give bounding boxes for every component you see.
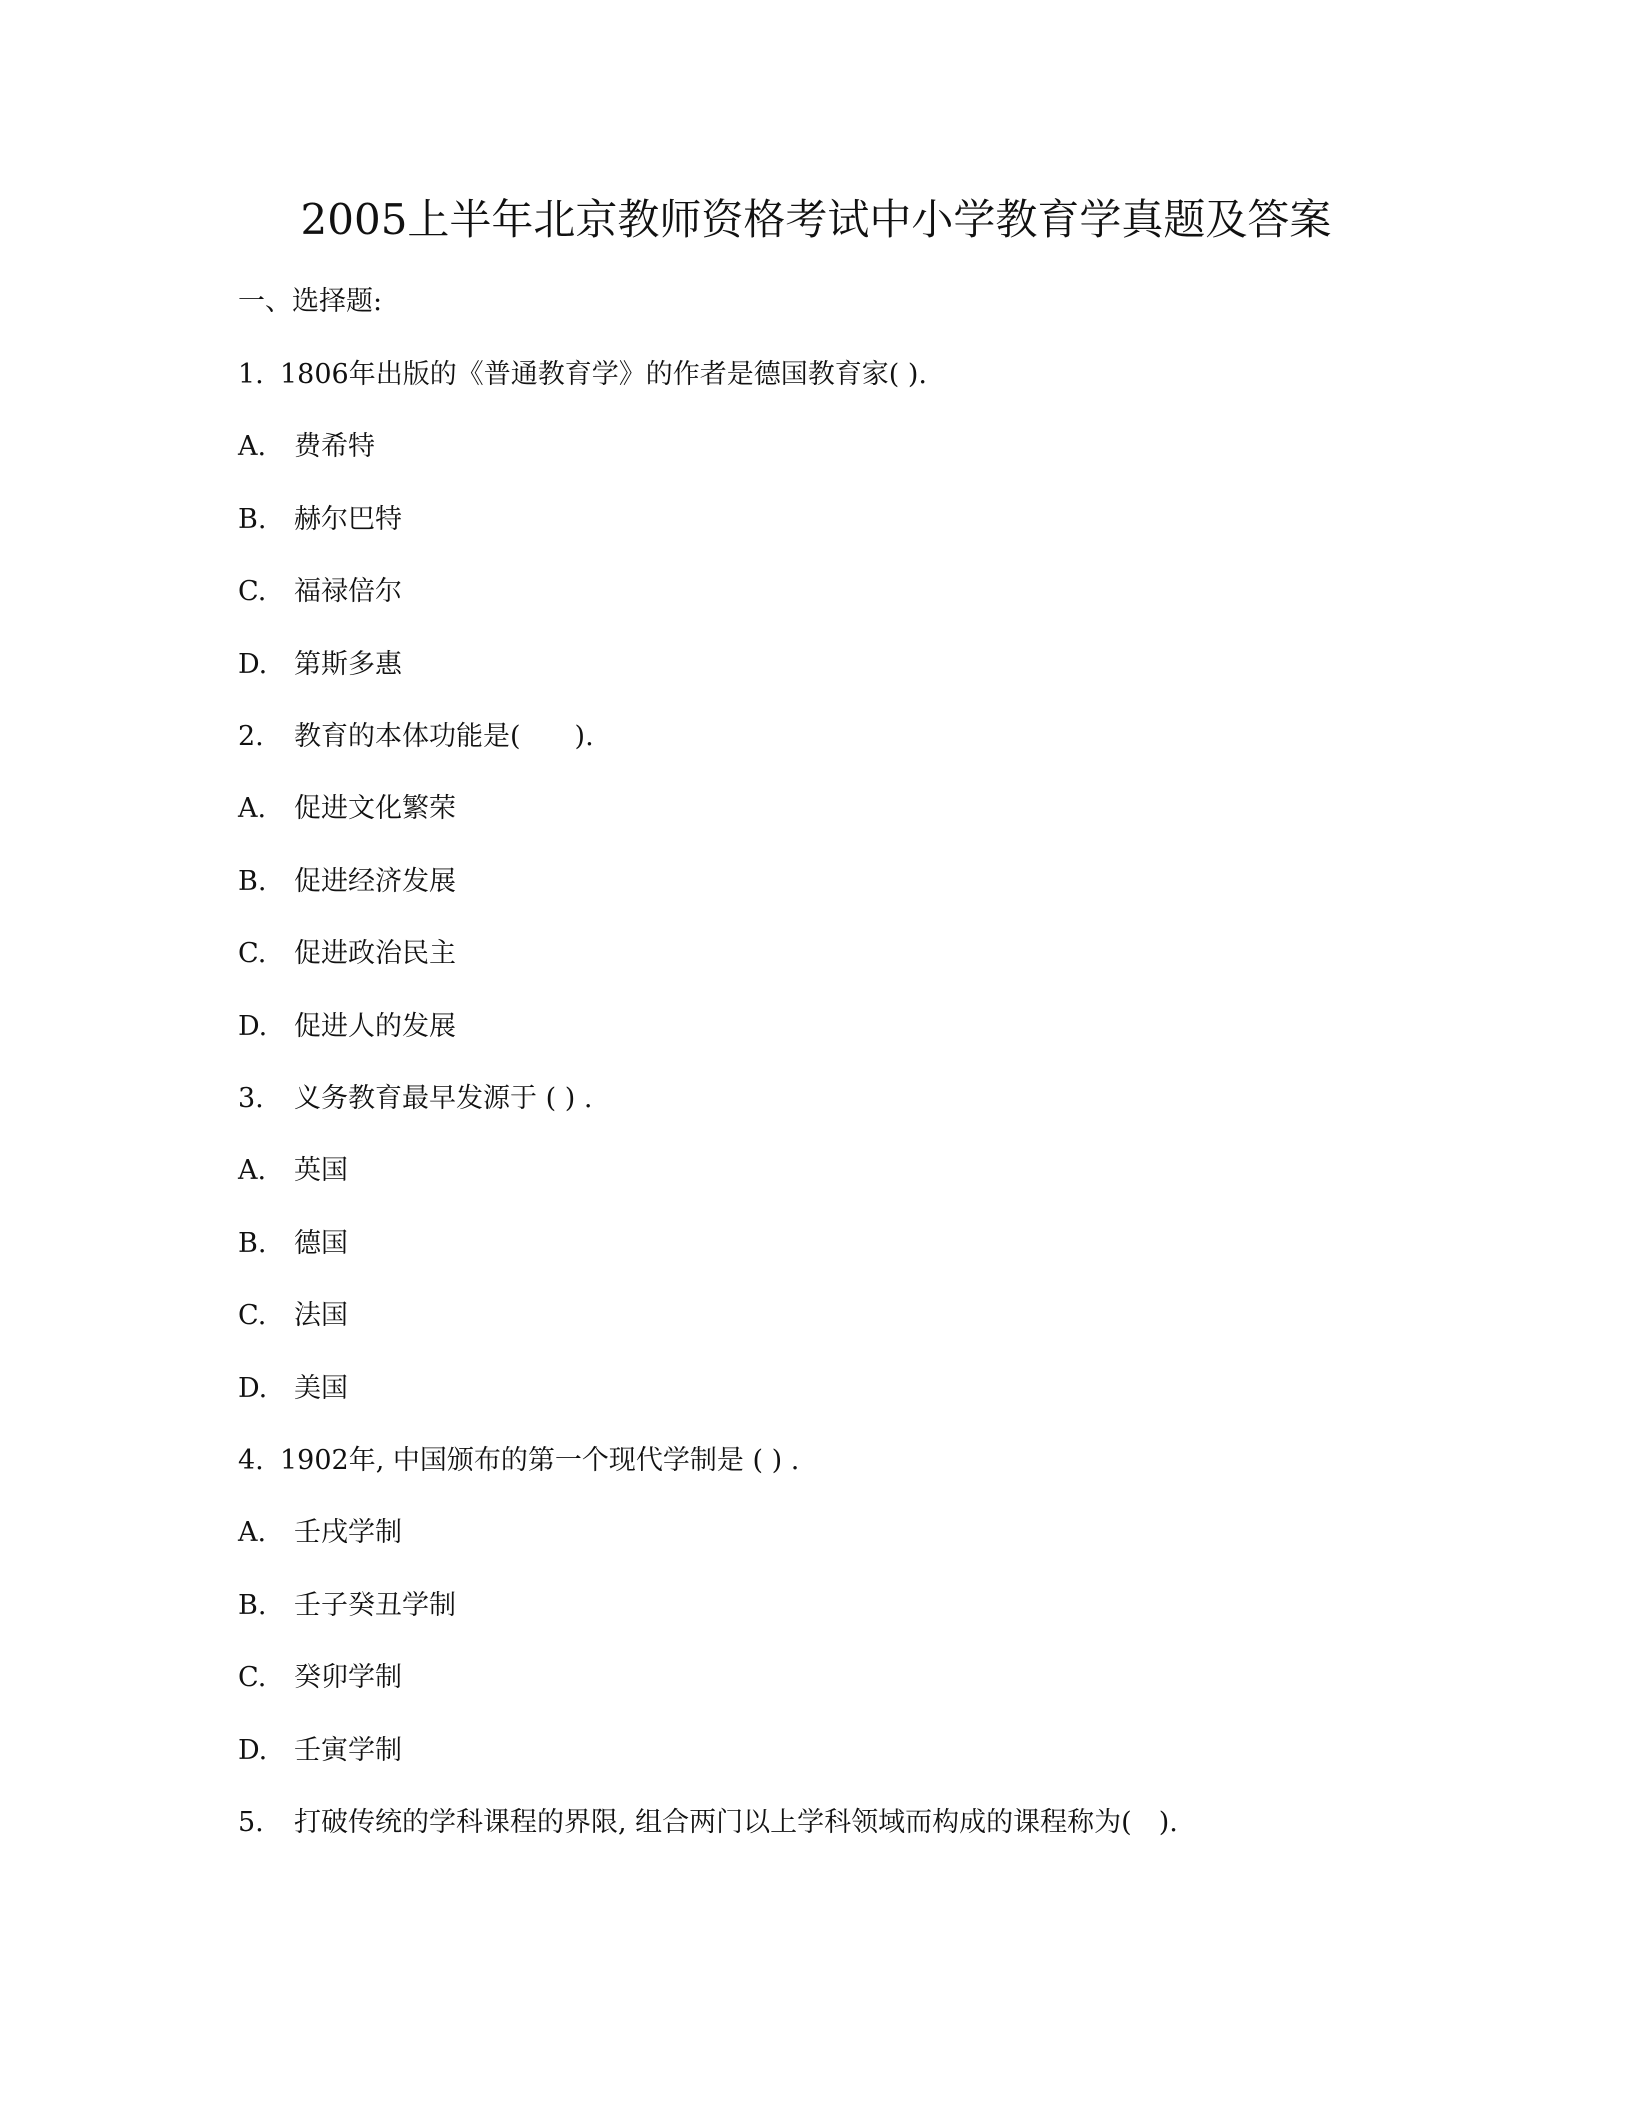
option-4c <box>238 1658 402 1698</box>
option-label: B. <box>238 1590 267 1621</box>
option-label: A. <box>238 1155 267 1186</box>
option-text: 促进经济发展 <box>294 866 456 897</box>
option-text: 壬戌学制 <box>294 1517 402 1548</box>
question-number: 1. <box>238 359 264 390</box>
question-4 <box>238 1441 799 1481</box>
option-label: D. <box>238 1735 268 1766</box>
option-1b <box>238 500 402 540</box>
option-4d <box>238 1731 402 1771</box>
section-heading: 一、选择题: <box>238 286 383 317</box>
option-label: C. <box>238 1300 267 1331</box>
option-text: 法国 <box>294 1300 348 1331</box>
option-label: C. <box>238 576 267 607</box>
option-text: 癸卯学制 <box>294 1662 402 1693</box>
option-text: 美国 <box>294 1373 348 1404</box>
option-3a <box>238 1151 348 1191</box>
option-2b <box>238 862 456 902</box>
option-text: 促进文化繁荣 <box>294 793 456 824</box>
option-text: 赫尔巴特 <box>294 504 402 535</box>
document-title: 2005上半年北京教师资格考试中小学教育学真题及答案 <box>300 195 1332 244</box>
option-label: B. <box>238 504 267 535</box>
option-2a <box>238 789 456 829</box>
option-label: D. <box>238 1373 268 1404</box>
option-label: A. <box>238 431 267 462</box>
option-text: 费希特 <box>294 431 375 462</box>
option-2c <box>238 934 456 974</box>
question-3 <box>238 1079 592 1119</box>
question-stem: 教育的本体功能是( ). <box>294 721 594 752</box>
option-3d <box>238 1369 348 1409</box>
option-label: C. <box>238 1662 267 1693</box>
option-text: 壬寅学制 <box>294 1735 402 1766</box>
question-number: 2. <box>238 721 264 752</box>
option-3c <box>238 1296 348 1336</box>
option-text: 德国 <box>294 1228 348 1259</box>
option-label: B. <box>238 866 267 897</box>
option-label: D. <box>238 1011 268 1042</box>
option-text: 促进人的发展 <box>294 1011 456 1042</box>
question-number: 5. <box>238 1807 264 1838</box>
option-text: 促进政治民主 <box>294 938 456 969</box>
question-5 <box>238 1803 1178 1843</box>
option-label: C. <box>238 938 267 969</box>
option-text: 壬子癸丑学制 <box>294 1590 456 1621</box>
option-1d <box>238 645 402 685</box>
option-1c <box>238 572 402 612</box>
question-stem: 义务教育最早发源于 ( ) . <box>294 1083 593 1114</box>
question-stem: 1902年, 中国颁布的第一个现代学制是 ( ) . <box>280 1445 800 1476</box>
option-text: 第斯多惠 <box>294 649 402 680</box>
question-stem: 打破传统的学科课程的界限, 组合两门以上学科领域而构成的课程称为( ). <box>294 1807 1178 1838</box>
option-4a <box>238 1513 402 1553</box>
question-stem: 1806年出版的《普通教育学》的作者是德国教育家( ). <box>280 359 927 390</box>
option-label: A. <box>238 793 267 824</box>
option-label: A. <box>238 1517 267 1548</box>
question-1 <box>238 355 927 395</box>
option-3b <box>238 1224 348 1264</box>
option-text: 英国 <box>294 1155 348 1186</box>
option-text: 福禄倍尔 <box>294 576 402 607</box>
option-label: D. <box>238 649 268 680</box>
question-number: 3. <box>238 1083 264 1114</box>
option-4b <box>238 1586 456 1626</box>
question-2 <box>238 717 594 757</box>
option-1a <box>238 427 375 467</box>
option-2d <box>238 1007 456 1047</box>
option-label: B. <box>238 1228 267 1259</box>
question-number: 4. <box>238 1445 264 1476</box>
